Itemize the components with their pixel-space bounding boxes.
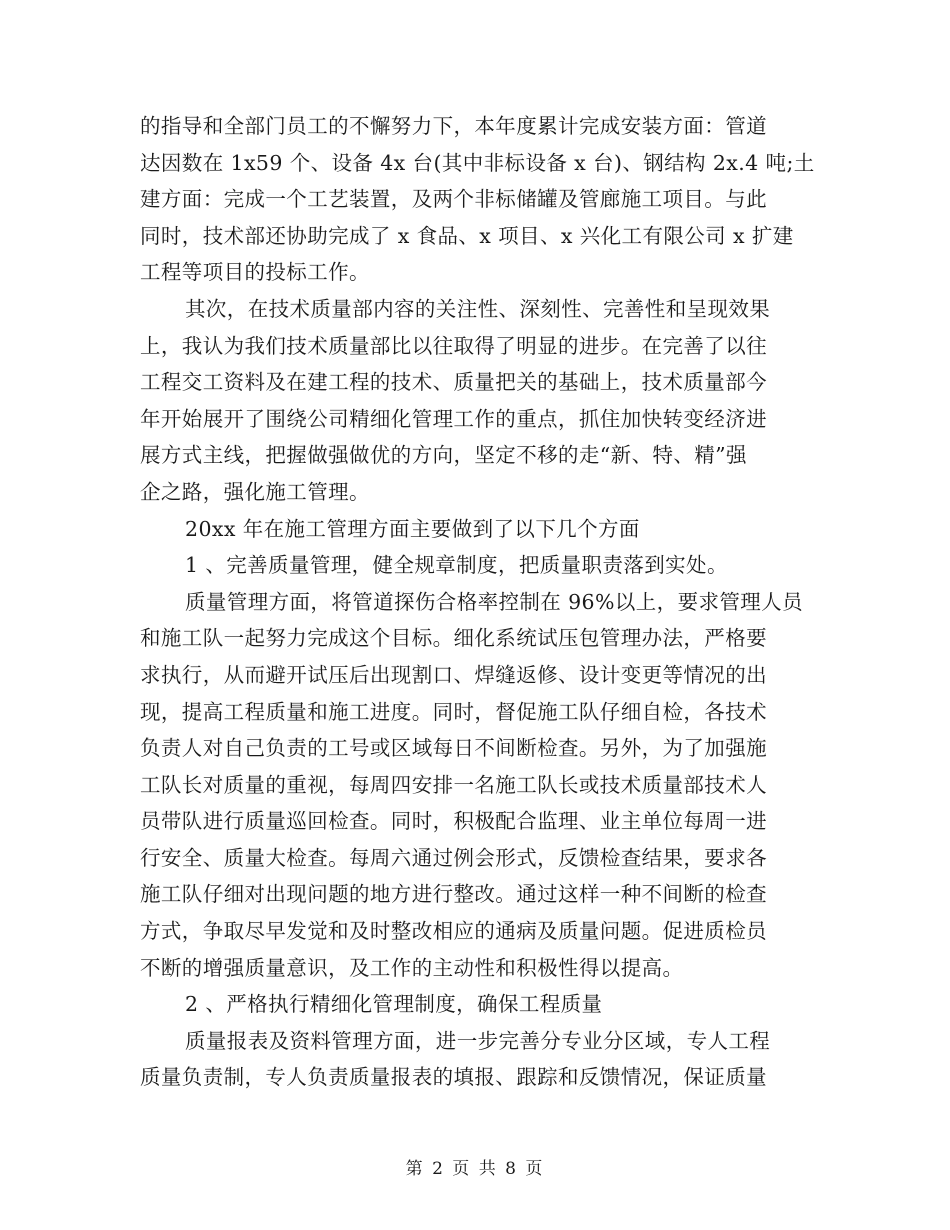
text-line: 求执行，从而避开试压后出现割口、焊缝返修、设计变更等情况的出 <box>140 662 767 687</box>
text-line: 质量报表及资料管理方面，进一步完善分专业分区域，专人工程 <box>185 1028 771 1053</box>
text-line: 2 、严格执行精细化管理制度，确保工程质量 <box>185 992 603 1017</box>
text-line: 质量负责制，专人负责质量报表的填报、跟踪和反馈情况，保证质量 <box>140 1065 767 1090</box>
text-line: 员带队进行质量巡回检查。同时，积极配合监理、业主单位每周一进 <box>140 809 767 834</box>
text-line: 工程等项目的投标工作。 <box>140 260 370 285</box>
text-line: 建方面：完成一个工艺装置，及两个非标储罐及管廊施工项目。与此 <box>140 187 767 212</box>
text-line: 不断的增强质量意识，及工作的主动性和积极性得以提高。 <box>140 955 684 980</box>
text-line: 负责人对自己负责的工号或区域每日不间断检查。另外，为了加强施 <box>140 736 767 761</box>
text-line: 达因数在 1x59 个、设备 4x 台(其中非标设备 x 台)、钢结构 2x.4 吨;土 <box>140 150 815 175</box>
document-body <box>140 108 815 1096</box>
text-line: 方式，争取尽早发觉和及时整改相应的通病及质量问题。促进质检员 <box>140 919 767 944</box>
text-line: 的指导和全部门员工的不懈努力下，本年度累计完成安装方面：管道 <box>140 114 767 138</box>
text-line: 年开始展开了围绕公司精细化管理工作的重点，抓住加快转变经济进 <box>140 406 767 431</box>
text-line: 现，提高工程质量和施工进度。同时，督促施工队仔细自检，各技术 <box>140 699 767 724</box>
text-line: 质量管理方面，将管道探伤合格率控制在 96%以上，要求管理人员 <box>185 589 803 614</box>
text-line: 行安全、质量大检查。每周六通过例会形式，反馈检查结果，要求各 <box>140 845 767 870</box>
text-line: 和施工队一起努力完成这个目标。细化系统试压包管理办法，严格要 <box>140 626 767 651</box>
page-footer: 第 2 页 共 8 页 <box>405 1159 545 1179</box>
text-line: 施工队仔细对出现问题的地方进行整改。通过这样一种不间断的检查 <box>140 882 767 907</box>
text-line: 展方式主线，把握做强做优的方向，坚定不移的走“新、特、精”强 <box>140 443 747 468</box>
text-line: 企之路，强化施工管理。 <box>140 479 370 504</box>
text-line: 20xx 年在施工管理方面主要做到了以下几个方面 <box>185 516 640 541</box>
text-line: 同时，技术部还协助完成了 x 食品、x 项目、x 兴化工有限公司 x 扩建 <box>140 223 794 248</box>
text-line: 工程交工资料及在建工程的技术、质量把关的基础上，技术质量部今 <box>140 370 767 395</box>
text-line: 其次，在技术质量部内容的关注性、深刻性、完善性和呈现效果 <box>185 296 771 321</box>
text-line: 工队长对质量的重视，每周四安排一名施工队长或技术质量部技术人 <box>140 772 767 797</box>
text-line: 1 、完善质量管理，健全规章制度，把质量职责落到实处。 <box>185 553 728 578</box>
text-line: 上，我认为我们技术质量部比以往取得了明显的进步。在完善了以往 <box>140 333 767 358</box>
